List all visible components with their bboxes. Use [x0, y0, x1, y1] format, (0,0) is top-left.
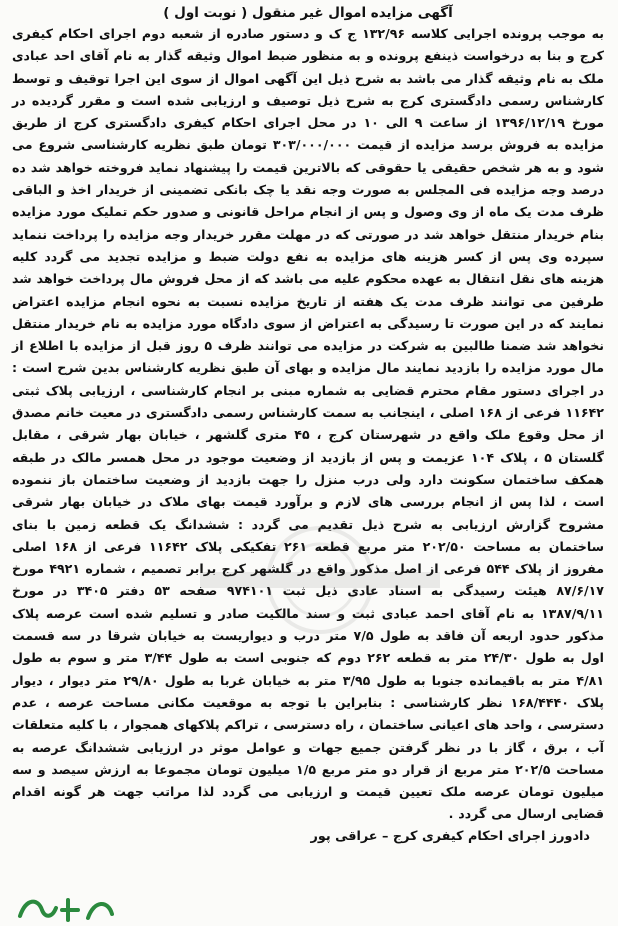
handwritten-mark-icon: [12, 890, 122, 924]
notice-signature: دادورز اجرای احکام کیفری کرج – عراقی پور: [310, 828, 590, 844]
notice-title: آگهی مزایده اموال غیر منقول ( نوبت اول ): [163, 5, 453, 21]
notice-body: به موجب پرونده اجرایی کلاسه ۱۳۲/۹۶ ج ک و دستور صادره از شعبه دوم اجرای احکام کیفری کرج و بنا به درخواست ذینفع پرونده و به منظور ضبط اموال وثیقه گذار به نام آقای احد عبادی ملک به نام وثیقه گذار می باشد به شرح ذیل این آگهی اموال از سوی این اجرا توقیف و توسط کارشناس رسمی دادگستری کرج به شرح ذیل توصیف و ارزیابی شده است و مقرر گردیده در مورخ ۱۳۹۶/۱۲/۱۹ از ساعت ۹ الی ۱۰ در محل اجرای احکام کیفری دادگستری کرج از طریق مزایده به فروش برسد مزایده از قیمت ۳۰۳/۰۰۰/۰۰۰ تومان طبق نظریه کارشناسی شروع می شود و به هر شخص حقیقی یا حقوقی که بالاترین قیمت را پیشنهاد نماید فروخته خواهد شد ده درصد وجه مزایده فی المجلس به صورت وجه نقد یا چک بانکی تضمینی از خریدار اخذ و الباقی ظرف مدت یک ماه از وی وصول و پس از انجام مراحل قانونی و صدور حکم تملیک مورد مزایده بنام خریدار منتقل خواهد شد در صورتی که در مهلت مقرر خریدار وجه مزایده را پرداخت ننماید سپرده وی پس از کسر هزینه های مزایده به نفع دولت ضبط و مزایده تجدید می گردد کلیه هزینه های نقل انتقال به عهده محکوم علیه می باشد که از محل فروش مال پرداخت خواهد شد طرفین می توانند ظرف مدت یک هفته از تاریخ مزایده نسبت به نحوه انجام مزایده اعتراض نمایند که در این صورت تا رسیدگی به اعتراض از سوی دادگاه مورد مزایده به نام خریدار منتقل نخواهد شد ضمنا طالبین به شرکت در مزایده می توانند ظرف ۵ روز قبل از مزایده با اطلاع از مال مورد مزایده را بازدید نمایند مال مزایده و بهای آن طبق نظریه کارشناس بدین شرح است : در اجرای دستور مقام محترم قضایی به شماره مبنی بر انجام کارشناسی ، ارزیابی پلاک ثبتی ۱۱۶۴۲ فرعی از ۱۶۸ اصلی ، اینجانب به سمت کارشناس رسمی دادگستری در معیت خانم مصدق از محل وقوع ملک واقع در شهرستان کرج ، ۴۵ متری گلشهر ، خیابان بهار شرقی ، مقابل گلستان ۵ ، پلاک ۱۰۴ عزیمت و پس از بازدید از وضعیت موجود در محل همسر مالک در طبقه همکف ساختمان سکونت دارد ولی درب منزل را جهت بازدید از وضعیت ساختمان باز ننموده است ، لذا پس از انجام بررسی های لازم و برآورد قیمت بهای ملاک در خیابان بهار شرقی مشروح گزارش ارزیابی به شرح ذیل تقدیم می گردد : ششدانگ یک قطعه زمین با بنای ساختمان به مساحت ۲۰۲/۵۰ متر مربع قطعه ۲۶۱ تفکیکی پلاک ۱۱۶۴۲ فرعی از ۱۶۸ اصلی مفروز از پلاک ۵۴۴ فرعی از اصل مذکور واقع در گلشهر کرج برابر تصمیم ، شماره ۴۹۲۱ مورخ ۸۷/۶/۱۷ هیئت رسیدگی به اسناد عادی ذیل ثبت ۹۷۴۱۰۱ صفحه ۵۳ دفتر ۳۴۰۵ در مورخ ۱۳۸۷/۹/۱۱ به نام آقای احمد عبادی ثبت و سند مالکیت صادر و تسلیم شده است عرصه پلاک مذکور حدود اربعه آن فاقد به طول ۷/۵ متر درب و دیواریست به خیابان شرقا در سه قسمت اول به طول ۲۴/۳۰ متر به قطعه ۲۶۲ دوم که جنوبی است به طول ۳/۴۴ متر و سوم به طول ۴/۸۱ متر به باقیمانده جنوبا به طول ۳/۹۵ متر به خیابان غربا به طول ۲۹/۸۰ متر دیوار ، دیوار پلاک ۱۶۸/۴۴۴۰ نظر کارشناسی : بنابراین با توجه به موقعیت مکانی مساحت عرصه ، عدم دسترسی ، واحد های اعیانی ساختمان ، راه دسترسی ، تراکم پلاکهای همجوار ، با کلیه متعلقات آب ، برق ، گاز با در نظر گرفتن جمیع جهات و عوامل موثر در ارزیابی ششدانگ عرصه به مساحت ۲۰۲/۵ متر مربع از قرار دو متر مربع ۱/۵ میلیون تومان مجموعا به ارزش سیصد و سه میلیون تومان عرصه ملک تعیین قیمت و ارزیابی می گردد لذا مراتب جهت هر گونه اقدام قضایی ارسال می گردد .: [12, 26, 605, 822]
